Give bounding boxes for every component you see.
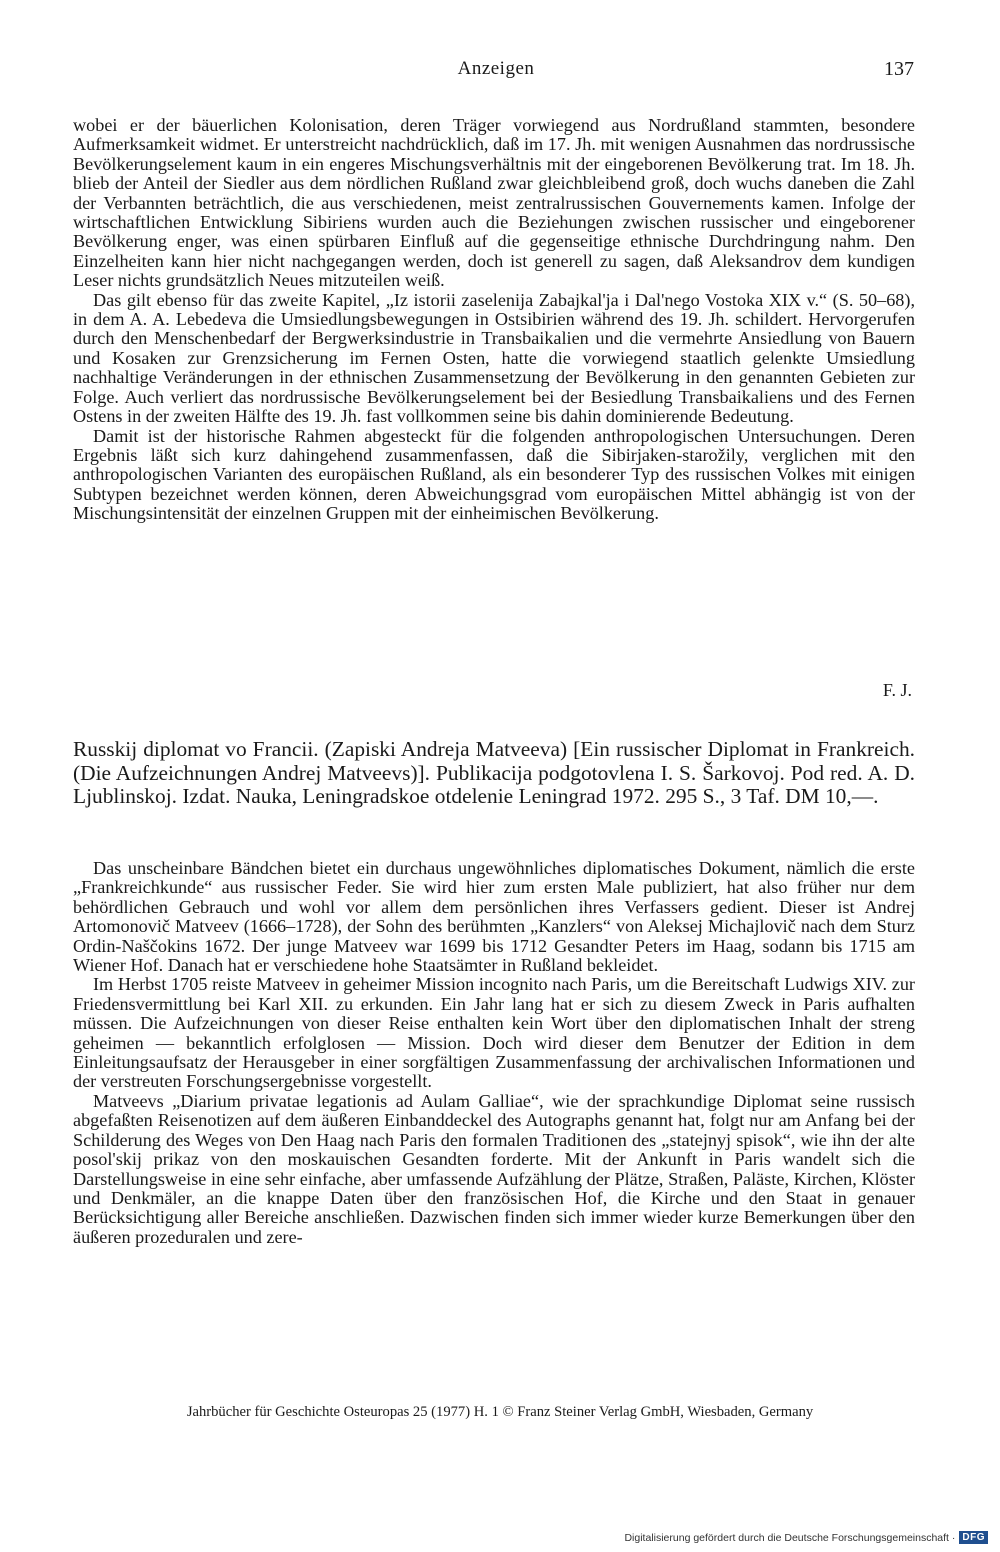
paragraph: Im Herbst 1705 reiste Matveev in geheimer Mission incognito nach Paris, um die Bereitschaft Ludwigs XIV. zur Friedensvermittlung bei Karl XII. zu erkunden. Ein Jahr lang hat er sich zu diesem Zweck in Paris aufhalten müssen. Die Aufzeichnungen von dieser Reise enthalten kein Wort über den diplomatischen Inhalt der streng geheimen — bekanntlich erfolglosen — Mission. Doch wird dieser dem Benutzer der Edition in dem Einleitungsaufsatz der Herausgeber in einer sorgfältigen Zusammenfassung der archivalischen Informationen und der verstreuten Forschungsergebnisse vorgestellt. (73, 974, 915, 1092)
review-heading: Russkij diplomat vo Francii. (Zapiski Andreja Matveeva) [Ein russischer Diplomat in Frankreich. (Die Aufzeichnungen Andrej Matveevs)]. Publikacija podgotovlena I. S. Šarkovoj. Pod red. A. D. Ljublinskoj. Izdat. Nauka, Leningradskoe otdelenie Leningrad 1972. 295 S., 3 Taf. DM 10,—. (73, 737, 915, 808)
dfg-notice-text: Digitalisierung gefördert durch die Deutsche Forschungsgemeinschaft · (624, 1531, 956, 1544)
review-continuation (73, 116, 915, 524)
journal-citation-footer: Jahrbücher für Geschichte Osteuropas 25 (1977) H. 1 © Franz Steiner Verlag GmbH, Wiesbaden, Germany (186, 1404, 814, 1420)
running-title: Anzeigen (457, 58, 535, 79)
review-body (73, 859, 915, 1247)
paragraph: Das unscheinbare Bändchen bietet ein durchaus ungewöhnliches diplomatisches Dokument, nämlich die erste „Frankreichkunde“ aus russischer Feder. Sie wird hier zum ersten Male publiziert, hat also früher nur dem behördlichen Gebrauch und wohl vor allem dem persönlichen ihres Verfassers gedient. Dieser ist Andrej Artomonovič Matveev (1666–1728), der Sohn des berühmten „Kanzlers“ von Aleksej Michajlovič nach dem Sturz Ordin-Naščokins 1672. Der junge Matveev war 1699 bis 1712 Gesandter Peters im Haag, sodann bis 1715 am Wiener Hof. Danach hat er verschiedene hohe Staatsämter in Rußland bekleidet. (73, 858, 915, 976)
paragraph: Matveevs „Diarium privatae legationis ad Aulam Galliae“, wie der sprachkundige Diplomat seine russisch abgefaßten Reisenotizen auf dem äußeren Einbanddeckel des Autographs genannt hat, folgt nur am Anfang bei der Schilderung des Weges von Den Haag nach Paris den formalen Traditionen des „statejnyj spisok“, wie ihn der alte posol'skij prikaz von den moskauischen Gesandten forderte. Mit der Ankunft in Paris wandelt sich die Darstellungsweise in eine sehr einfache, aber umfassende Aufzählung der Plätze, Straßen, Paläste, Kirchen, Klöster und Denkmäler, an die knappe Daten über den französischen Hof, die Kirche und den Staat in genauer Berücksichtigung aller Bereiche anschließen. Dazwischen finden sich immer wieder kurze Bemerkungen über den äußeren prozeduralen und zere- (73, 1090, 915, 1247)
paragraph: Damit ist der historische Rahmen abgesteckt für die folgenden anthropologischen Untersuchungen. Deren Ergebnis läßt sich kurz dahingehend zusammenfassen, daß die Sibirjaken-starožily, verglichen mit den anthropologischen Varianten des europäischen Rußland, als ein besonderer Typ des russischen Volkes mit einigen Subtypen bezeichnet werden können, deren Abweichungsgrad vom europäischen Mittel abhängig ist von der Mischungsintensität der einzelnen Gruppen mit der einheimischen Bevölkerung. (73, 425, 915, 524)
dfg-notice (624, 1531, 988, 1544)
paragraph: Das gilt ebenso für das zweite Kapitel, „Iz istorii zaselenija Zabajkal'ja i Dal'nego Vostoka XIX v.“ (S. 50–68), in dem A. A. Lebedeva die Umsiedlungsbewegungen in Ostsibirien während des 19. Jh. schildert. Hervorgerufen durch den Menschenbedarf der Bergwerksindustrie in Transbaikalien und die vermehrte Ansiedlung von Bauern und Kosaken zur Grenzsicherung im Fernen Osten, hatte die vorwiegend staatlich gelenkte Umsiedlung nachhaltige Veränderungen in der ethnischen Zusammensetzung der Bevölkerung in den genannten Gebieten zur Folge. Auch verliert das nordrussische Bevölkerungselement bei der Besiedlung Transbaikaliens und des Fernen Ostens in der zweiten Hälfte des 19. Jh. fast vollkommen seine bis dahin dominierende Bedeutung. (73, 289, 915, 427)
paragraph: wobei er der bäuerlichen Kolonisation, deren Träger vorwiegend aus Nordrußland stammten, besondere Aufmerksamkeit widmet. Er unterstreicht nachdrücklich, daß im 17. Jh. mit wenigen Ausnahmen das nordrussische Bevölkerungselement kaum in ein engeres Mischungsverhältnis mit der eingeborenen Bevölkerung trat. Im 18. Jh. blieb der Anteil der Siedler aus dem nördlichen Rußland zwar gleichbleibend groß, doch wuchs daneben die Zahl der Verbannten beträchtlich, die aus verschiedenen, meist zentralrussischen Gouvernements kamen. Infolge der wirtschaftlichen Entwicklung Sibiriens wurden auch die Beziehungen zwischen russischer und eingeborener Bevölkerung enger, was einen spürbaren Einfluß auf die gegenseitige ethnische Durchdringung nahm. Den Einzelheiten kann hier nicht nachgegangen werden, doch ist generell zu sagen, daß Aleksandrov dem kundigen Leser nichts grundsätzlich Neues mitzuteilen weiß. (73, 115, 915, 291)
dfg-logo: DFG (959, 1531, 988, 1544)
page-header (72, 58, 920, 84)
reviewer-initials: F. J. (882, 680, 912, 700)
page-number: 137 (884, 58, 914, 80)
